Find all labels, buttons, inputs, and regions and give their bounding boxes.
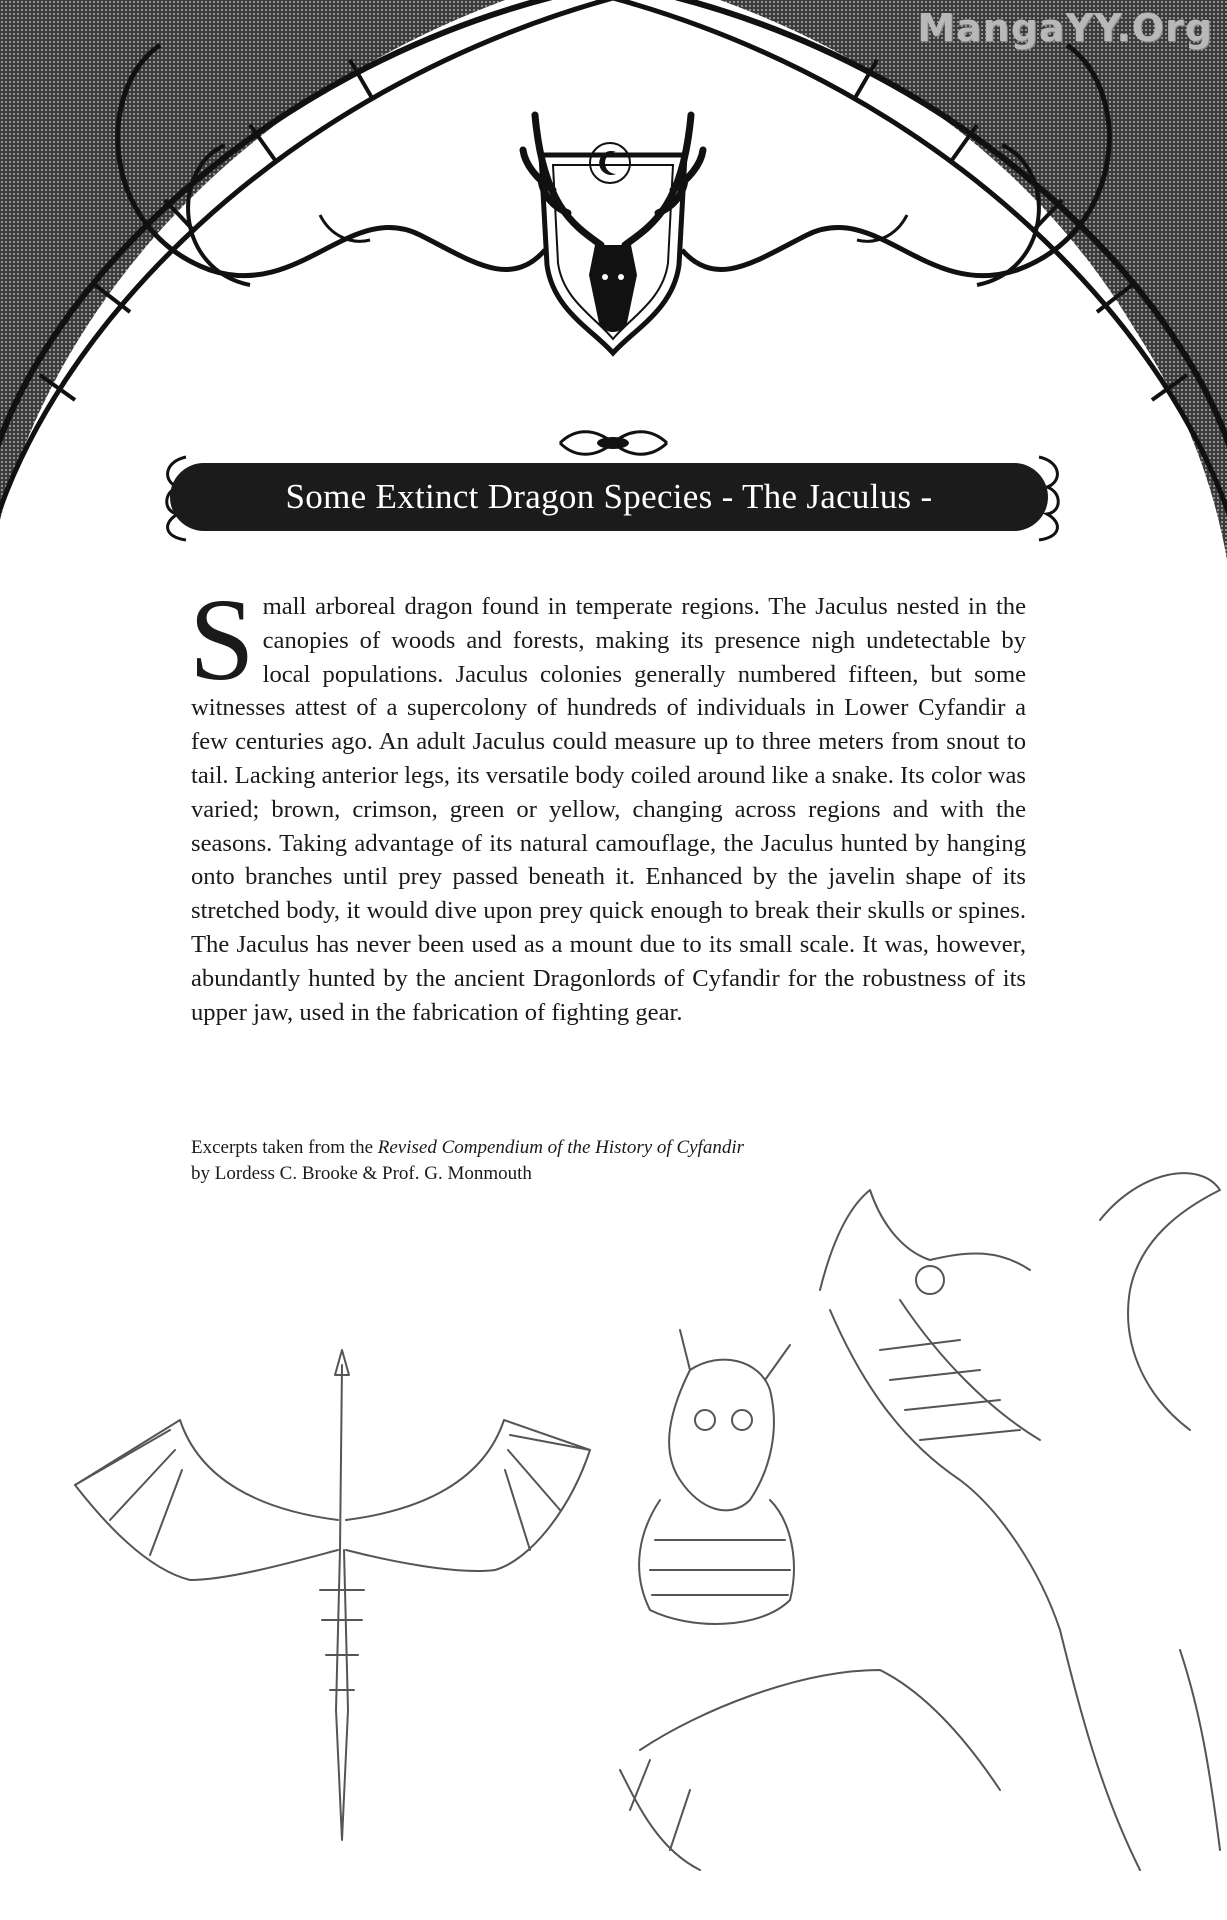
credit-book-title: Revised Compendium of the History of Cyfandir — [377, 1137, 744, 1158]
credit-prefix: Excerpts taken from the — [191, 1137, 378, 1158]
title-banner — [170, 463, 1048, 531]
stag-crest-icon — [513, 95, 713, 360]
crescent-moon-icon — [585, 138, 635, 188]
page-title: Some Extinct Dragon Species - The Jaculus - — [285, 477, 933, 516]
knot-ornament-icon — [555, 428, 672, 458]
article-text: mall arboreal dragon found in temperate regions. The Jaculus nested in the canopies of woods and forests, making its presence nigh undetectable by local populations. Jaculus colonies generally numbered fifteen, but some witnesses attest of a supercolony of hundreds of individuals in Lower Cyfandir a few centuries ago. An adult Jaculus could measure up to three meters from snout to tail. Lacking anterior legs, its versatile body coiled around like a snake. Its color was varied; brown, crimson, green or yellow, changing across regions and with the seasons. Taking advantage of its natural camouflage, the Jaculus hunted by hanging onto branches until prey passed beneath it. Enhanced by the javelin shape of its stretched body, it would dive upon prey quick enough to break their skulls or spines. The Jaculus has never been used as a mount due to its small scale. It was, however, abundantly hunted by the ancient Dragonlords of Cyfandir for the robustness of its upper jaw, used in the fabrication of fighting gear. — [191, 593, 1026, 1026]
dragon-sketches-illustration — [0, 1150, 1227, 1920]
credit-authors: by Lordess C. Brooke & Prof. G. Monmouth — [191, 1163, 532, 1184]
drop-cap: S — [189, 574, 255, 705]
watermark: MangaYY.Org — [917, 6, 1213, 50]
article-body — [189, 574, 1026, 1029]
